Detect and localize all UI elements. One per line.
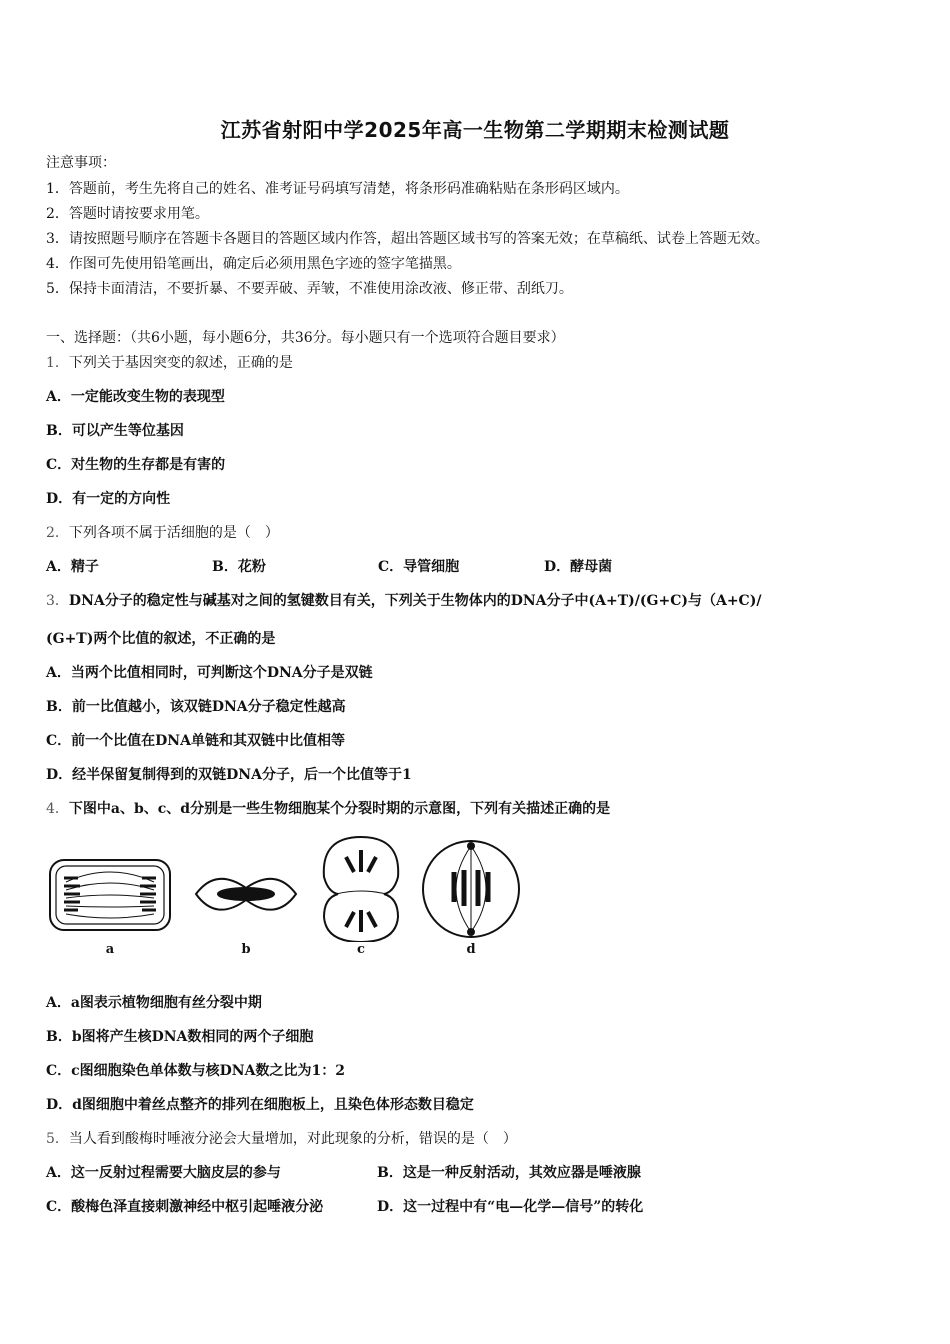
q4-option-d: D．d图细胞中着丝点整齐的排列在细胞板上，且染色体形态数目稳定 bbox=[46, 1097, 474, 1113]
figure-label-b: b bbox=[241, 942, 251, 957]
question-number: 1． bbox=[46, 355, 69, 371]
notice-item: 4．作图可先使用铅笔画出，确定后必须用黑色字迹的签字笔描黑。 bbox=[46, 256, 461, 272]
q3-option-d: D．经半保留复制得到的双链DNA分子，后一个比值等于1 bbox=[46, 767, 412, 783]
question-number: 3． bbox=[46, 593, 69, 609]
question-number: 2． bbox=[46, 525, 69, 541]
question-4-stem bbox=[46, 798, 610, 818]
cell-diagrams bbox=[46, 832, 546, 942]
q3-option-a: A．当两个比值相同时，可判断这个DNA分子是双链 bbox=[46, 665, 373, 681]
figure-label-d: d bbox=[466, 942, 476, 957]
q1-option-b: B．可以产生等位基因 bbox=[46, 423, 184, 439]
q3-option-b: B．前一比值越小，该双链DNA分子稳定性越高 bbox=[46, 699, 346, 715]
q5-option-d: D．这一过程中有“电—化学—信号”的转化 bbox=[377, 1199, 644, 1215]
question-number: 5． bbox=[46, 1131, 69, 1147]
q2-option-d: D．酵母菌 bbox=[544, 559, 613, 575]
q4-option-a: A．a图表示植物细胞有丝分裂中期 bbox=[46, 995, 262, 1011]
question-5-stem bbox=[46, 1128, 517, 1148]
question-text: 当人看到酸梅时唾液分泌会大量增加，对此现象的分析，错误的是（ ） bbox=[68, 1131, 517, 1147]
q5-option-b: B．这是一种反射活动，其效应器是唾液腺 bbox=[377, 1165, 641, 1181]
q2-option-a: A．精子 bbox=[46, 559, 99, 575]
figure-label-c: c bbox=[357, 942, 365, 957]
q4-option-c: C．c图细胞染色单体数与核DNA数之比为1：2 bbox=[46, 1063, 345, 1079]
q5-option-c: C．酸梅色泽直接刺激神经中枢引起唾液分泌 bbox=[46, 1199, 324, 1215]
figure-label-a: a bbox=[105, 942, 115, 957]
question-text: 下列关于基因突变的叙述，正确的是 bbox=[68, 355, 293, 371]
q1-option-d: D．有一定的方向性 bbox=[46, 491, 171, 507]
figure-a-plant-cell bbox=[50, 860, 170, 930]
q1-option-a: A．一定能改变生物的表现型 bbox=[46, 389, 225, 405]
question-1-stem bbox=[46, 352, 293, 372]
question-text: 下列各项不属于活细胞的是（ ） bbox=[68, 525, 279, 541]
question-text: 下图中a、b、c、d分别是一些生物细胞某个分裂时期的示意图，下列有关描述正确的是 bbox=[68, 801, 611, 817]
cell-division-figure bbox=[46, 832, 546, 972]
question-text: DNA分子的稳定性与碱基对之间的氢键数目有关，下列关于生物体内的DNA分子中(A+T)/(G+C)与（A+C)/ bbox=[68, 593, 762, 609]
figure-d-cell bbox=[423, 841, 519, 937]
question-3-stem bbox=[46, 590, 761, 610]
q5-option-a: A．这一反射过程需要大脑皮层的参与 bbox=[46, 1165, 281, 1181]
section-heading: 一、选择题：（共6小题，每小题6分，共36分。每小题只有一个选项符合题目要求） bbox=[46, 330, 565, 346]
q4-option-b: B．b图将产生核DNA数相同的两个子细胞 bbox=[46, 1029, 314, 1045]
notice-item: 2．答题时请按要求用笔。 bbox=[46, 206, 209, 222]
question-number: 4． bbox=[46, 801, 69, 817]
question-3-stem-cont: (G+T)两个比值的叙述，不正确的是 bbox=[46, 631, 276, 647]
page-title: 江苏省射阳中学2025年高一生物第二学期期末检测试题 bbox=[220, 118, 730, 142]
q1-option-c: C．对生物的生存都是有害的 bbox=[46, 457, 226, 473]
figure-b-cell bbox=[196, 879, 296, 910]
q2-option-b: B．花粉 bbox=[212, 559, 266, 575]
q2-option-c: C．导管细胞 bbox=[378, 559, 460, 575]
notice-item: 1．答题前，考生先将自己的姓名、准考证号码填写清楚，将条形码准确粘贴在条形码区域内。 bbox=[46, 181, 629, 197]
figure-c-cell bbox=[324, 837, 398, 942]
question-2-stem bbox=[46, 522, 279, 542]
notice-item: 5．保持卡面清洁，不要折暴、不要弄破、弄皱，不准使用涂改液、修正带、刮纸刀。 bbox=[46, 281, 573, 297]
q3-option-c: C．前一个比值在DNA单链和其双链中比值相等 bbox=[46, 733, 345, 749]
notice-item: 3．请按照题号顺序在答题卡各题目的答题区域内作答，超出答题区域书写的答案无效；在草稿纸、试卷上答题无效。 bbox=[46, 231, 769, 247]
notice-heading: 注意事项： bbox=[46, 155, 116, 171]
